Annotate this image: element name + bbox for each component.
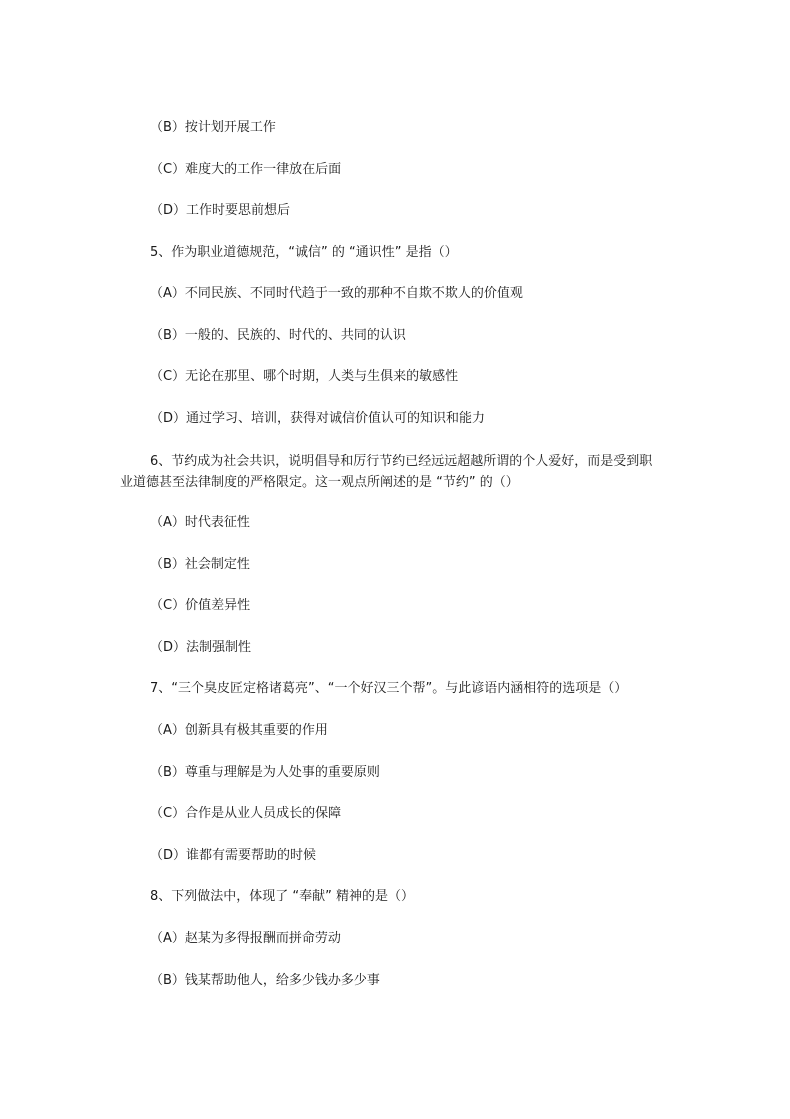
question-7: 7、“三个臭皮匠定格诸葛亮”、“一个好汉三个帮”。与此谚语内涵相符的选项是（） [150,681,628,696]
option-d-q5: （D）通过学习、培训，获得对诚信价值认可的知识和能力 [150,411,486,426]
option-a-q8: （A）赵某为多得报酬而拼命劳动 [150,931,341,946]
option-c-q4: （C）难度大的工作一律放在后面 [150,162,342,177]
option-c-q7: （C）合作是从业人员成长的保障 [150,806,342,821]
option-a-q6: （A）时代表征性 [150,515,250,530]
option-b-q5: （B）一般的、民族的、时代的、共同的认识 [150,328,406,343]
option-a-q7: （A）创新具有极其重要的作用 [150,723,328,738]
option-b-q6: （B）社会制定性 [150,557,250,572]
option-b-q7: （B）尊重与理解是为人处事的重要原则 [150,765,380,780]
question-8: 8、下列做法中，体现了 “奉献” 精神的是（） [150,889,415,904]
option-a-q5: （A）不同民族、不同时代趋于一致的那种不自欺不欺人的价值观 [150,286,523,301]
option-b-q4: （B）按计划开展工作 [150,120,276,135]
option-c-q5: （C）无论在那里、哪个时期，人类与生俱来的敏感性 [150,369,459,384]
option-b-q8: （B）钱某帮助他人，给多少钱办多少事 [150,973,380,988]
option-d-q7: （D）谁都有需要帮助的时候 [150,848,317,863]
option-c-q6: （C）价值差异性 [150,598,251,613]
option-d-q4: （D）工作时要思前想后 [150,203,291,218]
question-6: 6、节约成为社会共识，说明倡导和厉行节约已经远远超越所谓的个人爱好，而是受到职业道德甚至法律制度的严格限定。这一观点所阐述的是 “节约” 的（） [120,454,653,490]
question-5: 5、作为职业道德规范，“诚信” 的 “通识性” 是指（） [150,245,458,260]
option-d-q6: （D）法制强制性 [150,640,252,655]
